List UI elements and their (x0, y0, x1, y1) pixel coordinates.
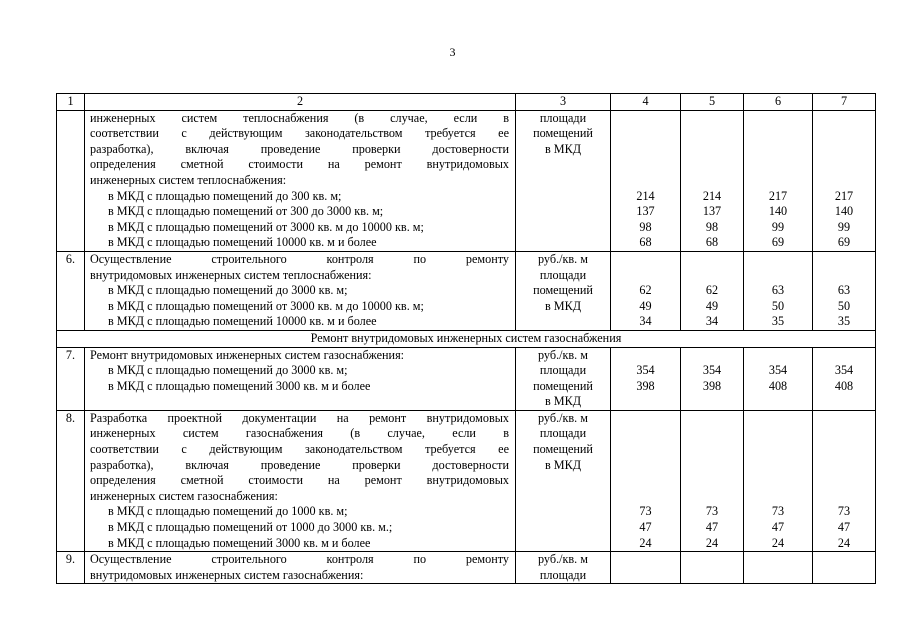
area-category: в МКД с площадью помещений 3000 кв. м и более (108, 378, 371, 393)
table-row (57, 251, 876, 330)
rate-value: 214 (636, 188, 655, 203)
rate-value: 398 (636, 378, 655, 393)
rate-value: 34 (705, 314, 719, 329)
area-category: в МКД с площадью помещений до 3000 кв. м; (108, 363, 348, 378)
area-category: в МКД с площадью помещений до 3000 кв. м; (108, 283, 348, 298)
rate-value: 217 (768, 188, 788, 203)
rate-value: 73 (639, 504, 652, 519)
unit-of-measure (516, 347, 611, 410)
rate-value: 98 (705, 219, 719, 234)
rate-value: 49 (639, 298, 652, 313)
area-category: в МКД с площадью помещений от 3000 кв. м до 10000 кв. м; (108, 298, 424, 313)
value-column-5 (681, 251, 744, 330)
unit-line: руб./кв. м (538, 552, 588, 567)
rate-value: 50 (837, 298, 851, 313)
rate-value: 24 (771, 535, 785, 550)
value-column-6 (744, 110, 813, 251)
rate-value: 398 (702, 378, 722, 393)
description-line: определения сметной стоимости на ремонт внутридомовых (90, 157, 509, 172)
unit-line: в МКД (544, 141, 582, 156)
unit-line: руб./кв. м (538, 410, 588, 425)
work-description (85, 410, 516, 551)
rate-value: 47 (639, 520, 652, 535)
rate-value: 140 (834, 204, 854, 219)
description-line: внутридомовых инженерных систем газоснабжения: (90, 567, 364, 582)
value-column-7 (813, 110, 876, 251)
value-column-6 (744, 552, 813, 584)
rate-value: 50 (771, 298, 785, 313)
row-number: 6. (57, 251, 85, 330)
value-column-5 (681, 347, 744, 410)
rate-value: 47 (837, 520, 851, 535)
column-number: 5 (681, 94, 744, 111)
rate-value: 63 (837, 283, 851, 298)
unit-of-measure (516, 110, 611, 251)
rate-value: 63 (771, 283, 785, 298)
rate-value: 69 (837, 235, 851, 250)
column-number: 1 (57, 94, 85, 111)
row-number: 7. (57, 347, 85, 410)
rate-value: 35 (837, 314, 851, 329)
unit-line: площади (539, 267, 587, 282)
rate-value: 47 (705, 520, 719, 535)
rate-value: 217 (834, 188, 854, 203)
description-line: Разработка проектной документации на ремонт внутридомовых (90, 410, 509, 425)
value-column-6 (744, 251, 813, 330)
tariff-table (56, 93, 876, 584)
column-number: 7 (813, 94, 876, 111)
unit-line: руб./кв. м (538, 251, 588, 266)
area-category: в МКД с площадью помещений до 300 кв. м; (108, 188, 342, 203)
description-line: Осуществление строительного контроля по ремонту (90, 251, 509, 266)
rate-value: 34 (639, 314, 652, 329)
description-line: инженерных систем газоснабжения (в случае, если в (90, 426, 509, 441)
value-column-7 (813, 552, 876, 584)
value-column-7 (813, 251, 876, 330)
description-line: инженерных систем теплоснабжения: (90, 172, 287, 187)
description-line: разработка), включая проведение проверки достоверности (90, 457, 509, 472)
rate-value: 24 (639, 535, 652, 550)
unit-of-measure (516, 552, 611, 584)
row-number: 8. (57, 410, 85, 551)
rate-value: 214 (702, 188, 722, 203)
value-column-7 (813, 347, 876, 410)
column-number: 2 (85, 94, 516, 111)
unit-of-measure (516, 410, 611, 551)
unit-line: в МКД (544, 298, 582, 313)
unit-line: помещений (533, 283, 593, 298)
rate-value: 24 (837, 535, 851, 550)
description-line: определения сметной стоимости на ремонт внутридомовых (90, 473, 509, 488)
rate-value: 73 (837, 504, 851, 519)
rate-value: 62 (705, 283, 719, 298)
table-row (57, 110, 876, 251)
column-number: 3 (516, 94, 611, 111)
column-number: 6 (744, 94, 813, 111)
value-column-5 (681, 552, 744, 584)
rate-value: 99 (771, 219, 785, 234)
rate-value: 98 (639, 219, 652, 234)
row-number: 9. (57, 552, 85, 584)
value-column-4 (611, 251, 681, 330)
value-column-5 (681, 410, 744, 551)
unit-line: площади (539, 567, 587, 582)
value-column-4 (611, 110, 681, 251)
rate-value: 62 (639, 283, 652, 298)
table-row (57, 410, 876, 551)
description-line: Ремонт внутридомовых инженерных систем газоснабжения: (90, 347, 405, 362)
unit-of-measure (516, 251, 611, 330)
area-category: в МКД с площадью помещений до 1000 кв. м; (108, 504, 348, 519)
rate-value: 69 (771, 235, 785, 250)
rate-value: 73 (705, 504, 719, 519)
work-description (85, 110, 516, 251)
description-line: разработка), включая проведение проверки достоверности (90, 141, 509, 156)
rate-value: 354 (636, 363, 655, 378)
rate-value: 68 (705, 235, 719, 250)
column-number-row (57, 94, 876, 111)
value-column-6 (744, 347, 813, 410)
area-category: в МКД с площадью помещений 3000 кв. м и более (108, 535, 371, 550)
work-description (85, 347, 516, 410)
rate-value: 49 (705, 298, 719, 313)
rate-value: 73 (771, 504, 785, 519)
description-line: инженерных систем теплоснабжения (в случае, если в (90, 110, 509, 125)
value-column-6 (744, 410, 813, 551)
rate-value: 354 (768, 363, 788, 378)
row-number (57, 110, 85, 251)
description-line: Осуществление строительного контроля по ремонту (90, 552, 509, 567)
value-column-4 (611, 410, 681, 551)
rate-value: 99 (837, 219, 851, 234)
rate-value: 354 (702, 363, 722, 378)
table-row (57, 552, 876, 584)
area-category: в МКД с площадью помещений 10000 кв. м и более (108, 314, 377, 329)
value-column-4 (611, 552, 681, 584)
description-line: инженерных систем газоснабжения: (90, 488, 278, 503)
unit-line: помещений (533, 378, 593, 393)
rate-value: 140 (768, 204, 788, 219)
unit-line: в МКД (544, 394, 582, 409)
rate-value: 354 (834, 363, 854, 378)
rate-value: 35 (771, 314, 785, 329)
area-category: в МКД с площадью помещений от 300 до 3000 кв. м; (108, 204, 384, 219)
rate-value: 137 (702, 204, 722, 219)
unit-line: площади (539, 110, 587, 125)
work-description (85, 552, 516, 584)
unit-line: помещений (533, 126, 593, 141)
rate-value: 408 (768, 378, 788, 393)
description-line: внутридомовых инженерных систем теплоснабжения: (90, 267, 372, 282)
rate-value: 68 (639, 235, 652, 250)
unit-line: в МКД (544, 457, 582, 472)
rate-value: 408 (834, 378, 854, 393)
unit-line: площади (539, 426, 587, 441)
unit-line: помещений (533, 442, 593, 457)
work-description (85, 251, 516, 330)
area-category: в МКД с площадью помещений от 3000 кв. м до 10000 кв. м; (108, 219, 424, 234)
page-number: 3 (449, 45, 456, 59)
area-category: в МКД с площадью помещений 10000 кв. м и более (108, 235, 377, 250)
table-row (57, 347, 876, 410)
value-column-7 (813, 410, 876, 551)
rate-value: 137 (636, 204, 655, 219)
value-column-5 (681, 110, 744, 251)
section-heading: Ремонт внутридомовых инженерных систем газоснабжения (57, 330, 876, 347)
unit-line: руб./кв. м (538, 347, 588, 362)
description-line: соответствии с действующим законодательством требуется ее (90, 126, 509, 141)
area-category: в МКД с площадью помещений от 1000 до 3000 кв. м.; (108, 520, 393, 535)
unit-line: площади (539, 363, 587, 378)
rate-value: 24 (705, 535, 719, 550)
value-column-4 (611, 347, 681, 410)
column-number: 4 (611, 94, 681, 111)
description-line: соответствии с действующим законодательством требуется ее (90, 442, 509, 457)
section-heading-row (57, 330, 876, 347)
rate-value: 47 (771, 520, 785, 535)
